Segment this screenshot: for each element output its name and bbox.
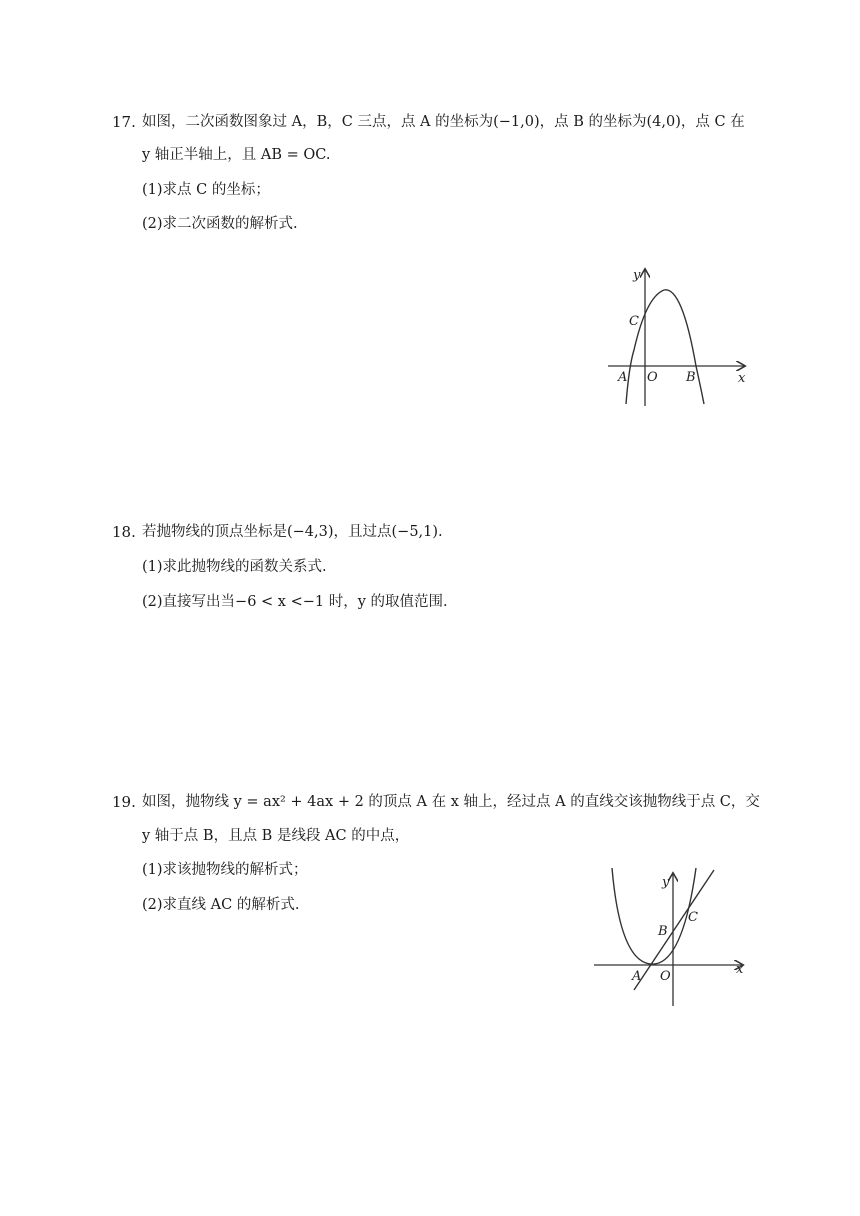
subquestion-1: (1)求点 C 的坐标； (142, 182, 270, 198)
subquestion-1: (1)求该抛物线的解析式； (142, 862, 308, 878)
parabola-figure-17 (604, 262, 754, 410)
subquestion-2: (2)直接写出当−6 < x <−1 时，y 的取值范围. (142, 594, 448, 610)
point-c-label: C (688, 910, 698, 925)
problem-text-line: 如图，抛物线 y = ax² + 4ax + 2 的顶点 A 在 x 轴上，经过点 A 的直线交该抛物线于点 C，交 (142, 794, 760, 810)
y-axis-label: y (662, 875, 670, 890)
point-b-label: B (686, 370, 696, 385)
subquestion-2: (2)求直线 AC 的解析式. (142, 897, 300, 913)
subquestion-2: (2)求二次函数的解析式. (142, 216, 298, 232)
line-ac (634, 870, 714, 990)
origin-label: O (647, 370, 658, 385)
point-a-label: A (618, 370, 628, 385)
problem-text-line: y 轴于点 B，且点 B 是线段 AC 的中点， (142, 828, 410, 844)
problem-text-line: y 轴正半轴上，且 AB = OC. (142, 147, 331, 163)
x-axis-label: x (738, 371, 746, 386)
problem-number: 17. (112, 113, 136, 131)
problem-number: 18. (112, 523, 136, 541)
origin-label: O (660, 969, 671, 984)
problem-text-line: 如图，二次函数图象过 A，B，C 三点，点 A 的坐标为(−1,0)，点 B 的坐标为(4,0)，点 C 在 (142, 114, 745, 130)
problem-number: 19. (112, 793, 136, 811)
point-b-label: B (658, 924, 668, 939)
point-a-label: A (632, 969, 642, 984)
parabola-line-figure-19 (590, 864, 754, 1010)
x-axis-label: x (736, 962, 744, 977)
subquestion-1: (1)求此抛物线的函数关系式. (142, 559, 327, 575)
problem-text-line: 若抛物线的顶点坐标是(−4,3)，且过点(−5,1). (142, 524, 443, 540)
parabola-curve (626, 290, 704, 404)
y-axis-label: y (633, 268, 641, 283)
point-c-label: C (629, 314, 639, 329)
